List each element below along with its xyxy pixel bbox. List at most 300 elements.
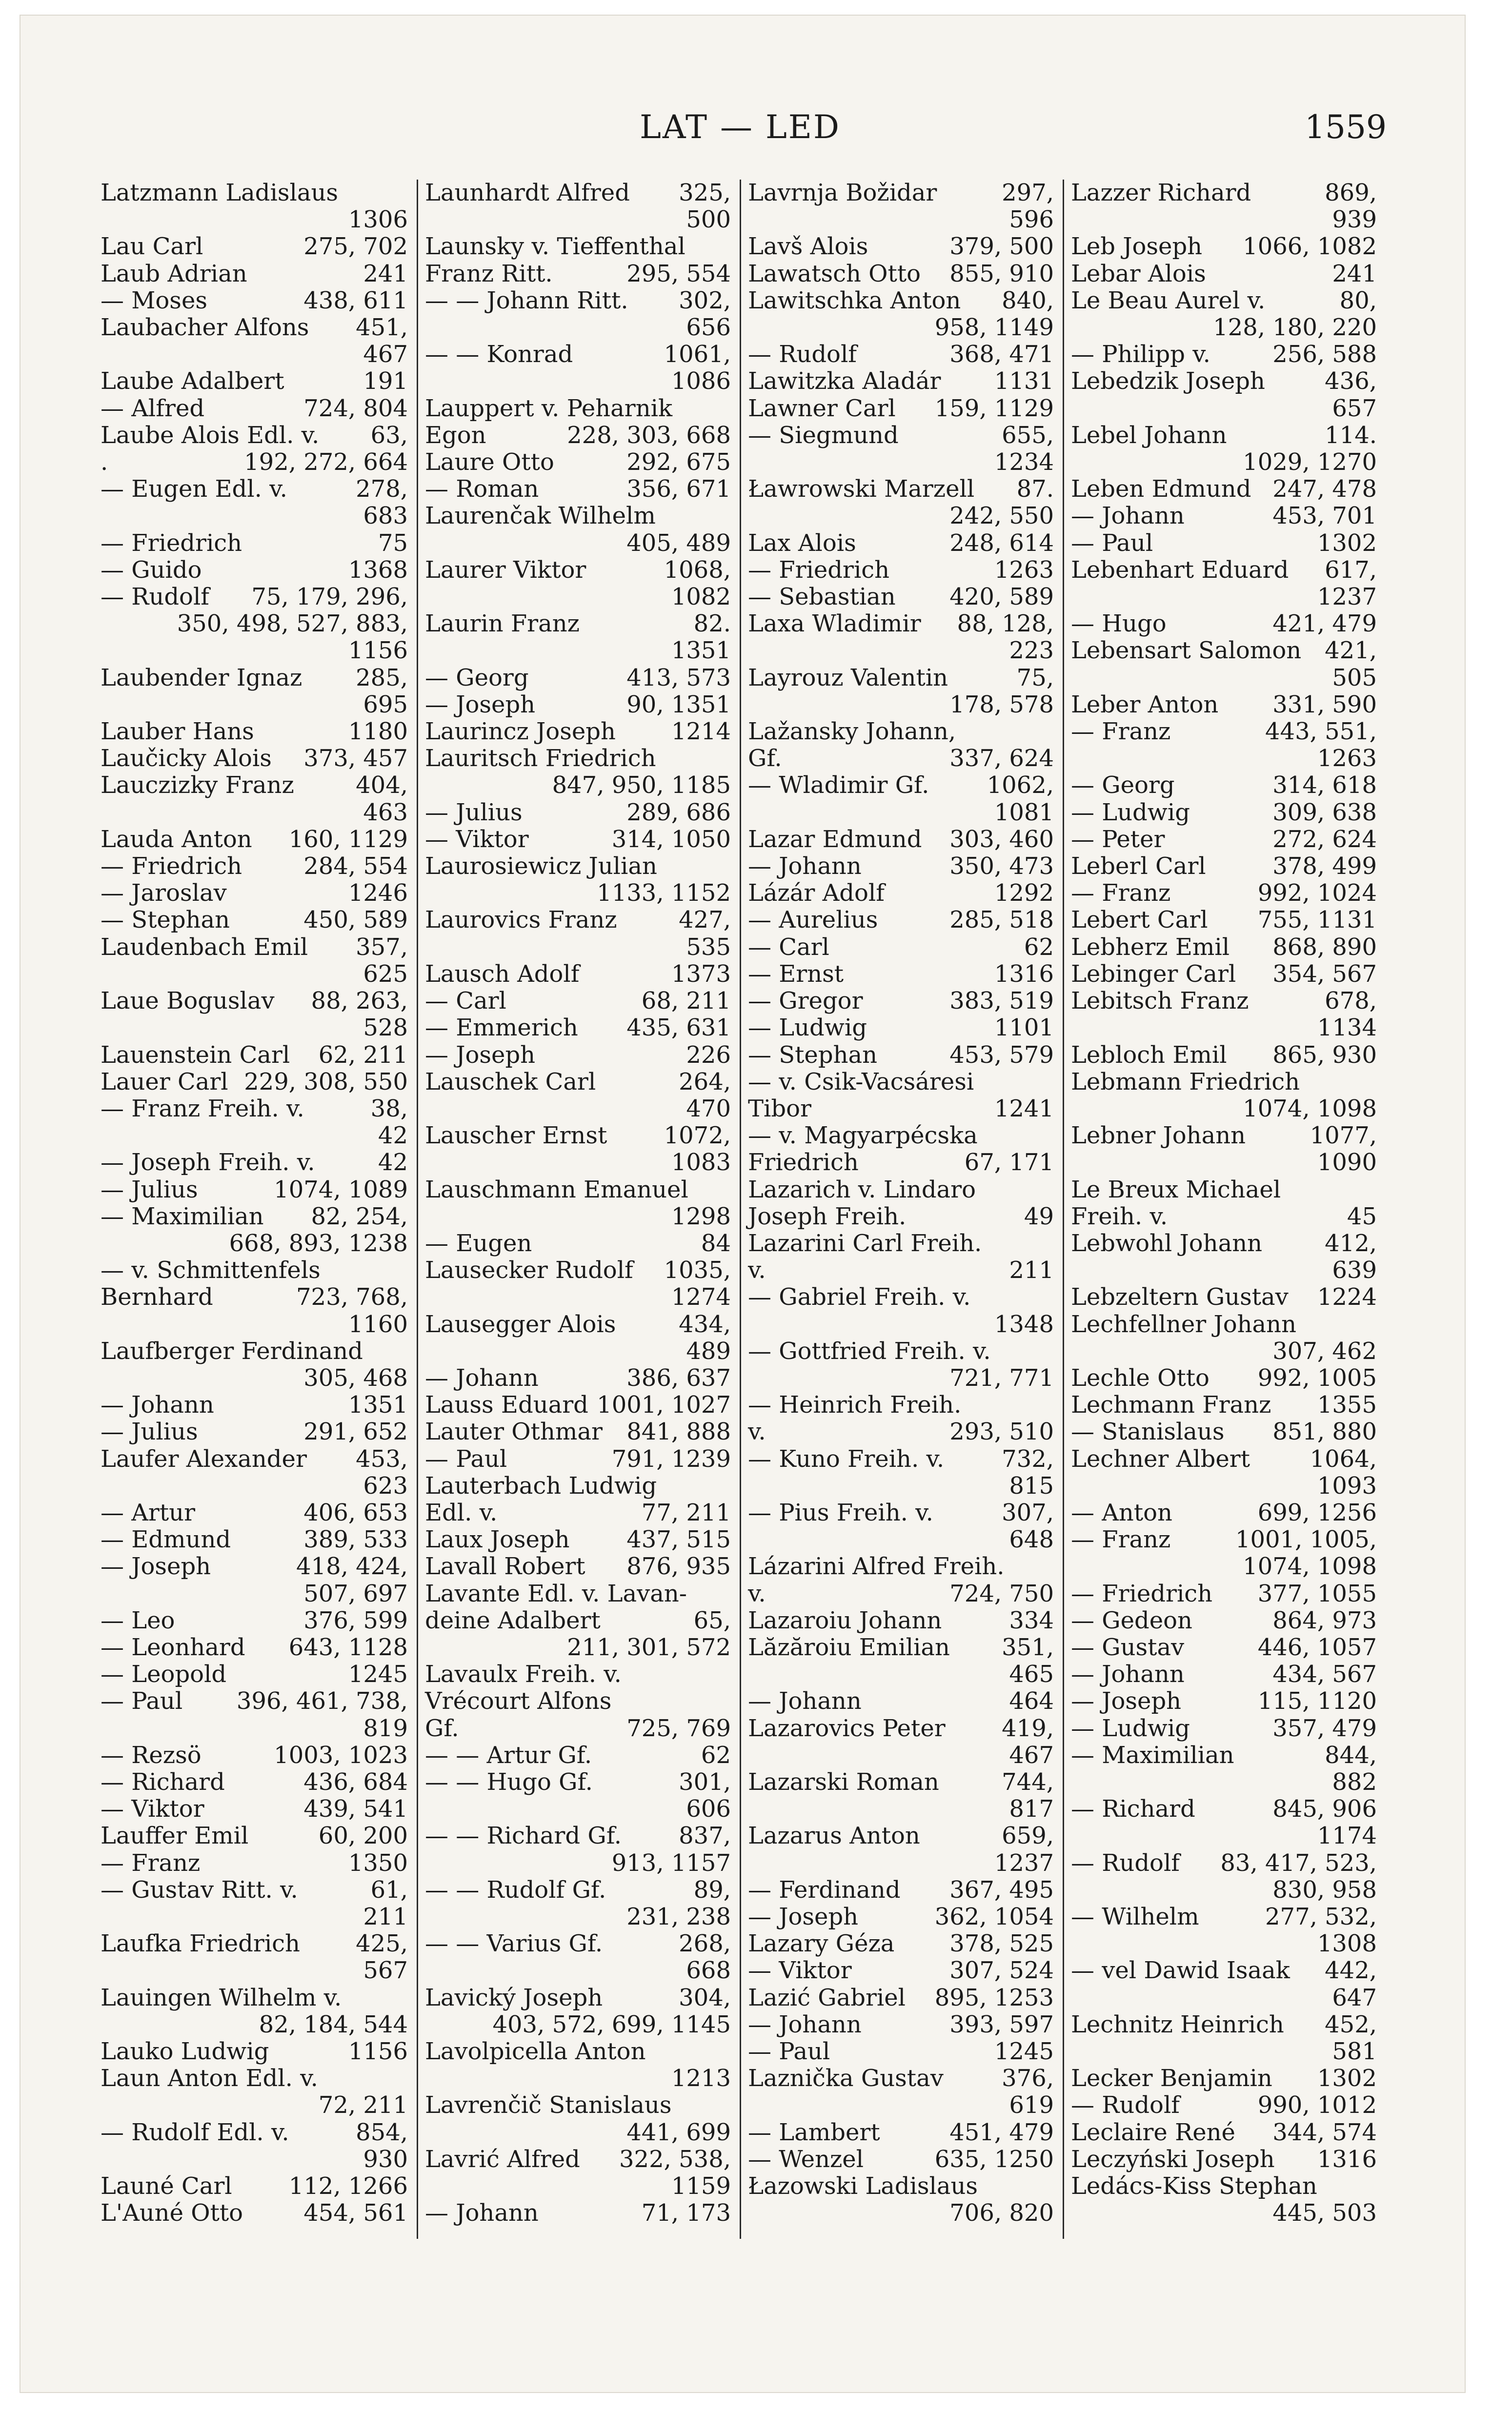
index-entry bbox=[748, 1122, 1054, 1149]
entry-page-refs: 855, 910 bbox=[949, 260, 1054, 287]
index-entry bbox=[748, 880, 1054, 907]
index-entry bbox=[1071, 1069, 1377, 1122]
entry-name: Lausch Adolf bbox=[425, 960, 580, 988]
entry-name: Lauss Eduard bbox=[425, 1391, 588, 1419]
entry-name: — Alfred bbox=[101, 394, 205, 422]
entry-page-refs: 464 bbox=[1009, 1687, 1054, 1715]
index-entry bbox=[425, 341, 731, 395]
entry-name: — Georg bbox=[1071, 771, 1175, 799]
entry-page-refs: 309, 638 bbox=[1272, 798, 1377, 826]
entry-page-refs: 635, 1250 bbox=[934, 2145, 1054, 2173]
entry-page-refs: 851, 880 bbox=[1272, 1418, 1377, 1446]
entry-page-refs: 88, 128, bbox=[957, 610, 1054, 638]
entry-page-refs: 436, 684 bbox=[303, 1768, 408, 1796]
index-entry bbox=[748, 1688, 1054, 1715]
entry-name: Laučicky Alois bbox=[101, 745, 272, 772]
index-entry bbox=[1071, 287, 1377, 341]
entry-page-refs: 88, 263, bbox=[311, 987, 408, 1015]
index-entry bbox=[1071, 503, 1377, 529]
entry-name: Łazowski Ladislaus bbox=[748, 2172, 978, 2200]
entry-page-refs-continued: 1086 bbox=[671, 367, 731, 395]
index-entry bbox=[748, 961, 1054, 988]
index-entry bbox=[748, 1607, 1054, 1634]
column-1 bbox=[94, 180, 417, 2239]
entry-page-refs: 413, 573 bbox=[626, 664, 731, 691]
entry-page-refs: 379, 500 bbox=[949, 233, 1054, 261]
index-entry bbox=[101, 1553, 408, 1607]
index-entry bbox=[425, 2146, 731, 2200]
entry-page-refs-continued: 596 bbox=[1009, 206, 1054, 234]
entry-name: — Pius Freih. v. bbox=[748, 1499, 933, 1526]
entry-name: — Leo bbox=[101, 1606, 175, 1634]
entry-name: Lázarini Alfred Freih. bbox=[748, 1553, 1005, 1581]
entry-page-refs: 49 bbox=[1024, 1202, 1054, 1230]
entry-page-refs: 406, 653 bbox=[303, 1499, 408, 1526]
index-entry bbox=[748, 1284, 1054, 1338]
entry-page-refs: 229, 308, 550 bbox=[244, 1068, 408, 1095]
entry-page-refs: 1316 bbox=[1317, 2145, 1377, 2173]
index-entry bbox=[1071, 368, 1377, 422]
entry-page-refs-continued: 528 bbox=[363, 1014, 408, 1042]
entry-page-refs: 63, bbox=[370, 421, 408, 449]
index-entry bbox=[748, 476, 1054, 529]
entry-page-refs: 1003, 1023 bbox=[274, 1741, 408, 1769]
entry-name: — Friedrich bbox=[101, 529, 242, 557]
index-entry bbox=[101, 1850, 408, 1877]
index-entry bbox=[425, 2092, 731, 2146]
entry-name: Lauschek Carl bbox=[425, 1068, 596, 1095]
index-entry bbox=[101, 1661, 408, 1688]
entry-name: — Jaroslav bbox=[101, 879, 227, 907]
entry-page-refs: 992, 1005 bbox=[1257, 1364, 1377, 1392]
index-entry bbox=[748, 934, 1054, 961]
entry-page-refs: 192, 272, 664 bbox=[244, 448, 408, 476]
index-entry bbox=[101, 1688, 408, 1742]
entry-page-refs: 724, 804 bbox=[303, 394, 408, 422]
entry-name: — Wilhelm bbox=[1071, 1903, 1199, 1930]
entry-name: — Richard bbox=[101, 1768, 225, 1796]
index-entry bbox=[1071, 1392, 1377, 1419]
entry-page-refs: 1224 bbox=[1317, 1283, 1377, 1311]
entry-name: — Ernst bbox=[748, 960, 844, 988]
index-entry bbox=[425, 287, 731, 341]
index-entry bbox=[1071, 2011, 1377, 2065]
entry-page-refs-continued: 683 bbox=[363, 502, 408, 530]
index-entry bbox=[748, 261, 1054, 287]
entry-page-refs: 1302 bbox=[1317, 2065, 1377, 2092]
entry-name: Lauber Hans bbox=[101, 718, 254, 746]
entry-page-refs: 275, 702 bbox=[303, 233, 408, 261]
entry-name: — Paul bbox=[1071, 529, 1153, 557]
entry-name: — Aurelius bbox=[748, 906, 878, 934]
entry-page-refs: 1180 bbox=[348, 718, 408, 746]
index-entry bbox=[748, 1957, 1054, 1984]
index-entry bbox=[1071, 422, 1377, 476]
entry-page-refs: 1245 bbox=[348, 1661, 408, 1688]
entry-page-refs: 451, 479 bbox=[949, 2118, 1054, 2146]
entry-page-refs: 61, bbox=[370, 1876, 408, 1904]
entry-name: Lavický Joseph bbox=[425, 1984, 603, 2011]
entry-name: — Maximilian bbox=[1071, 1741, 1234, 1769]
entry-name: Laurer Viktor bbox=[425, 556, 586, 584]
index-entry bbox=[748, 1930, 1054, 1957]
entry-page-refs: 791, 1239 bbox=[611, 1445, 731, 1473]
entry-page-refs-continued: 1306 bbox=[348, 206, 408, 234]
entry-name: Vrécourt Alfons bbox=[425, 1687, 612, 1715]
entry-name: Lavrnja Božidar bbox=[748, 179, 937, 206]
entry-page-refs: 1066, 1082 bbox=[1243, 233, 1377, 261]
entry-page-refs-continued: 939 bbox=[1332, 206, 1377, 234]
entry-page-refs: 617, bbox=[1325, 556, 1377, 584]
entry-name: Latzmann Ladislaus bbox=[101, 179, 339, 206]
index-entry bbox=[1071, 1284, 1377, 1311]
index-entry bbox=[425, 1177, 731, 1230]
entry-page-refs: 732, bbox=[1002, 1445, 1054, 1473]
index-entry bbox=[1071, 691, 1377, 718]
entry-name: — Johann bbox=[748, 2010, 862, 2038]
entry-page-refs-continued: 581 bbox=[1332, 2038, 1377, 2066]
index-entry bbox=[425, 1392, 731, 1419]
index-entry bbox=[1071, 610, 1377, 637]
index-entry bbox=[425, 1446, 731, 1473]
entry-name: Laun Anton Edl. v. bbox=[101, 2065, 318, 2092]
entry-page-refs: 264, bbox=[679, 1068, 731, 1095]
entry-name: Ledács-Kiss Stephan bbox=[1071, 2172, 1317, 2200]
index-entry bbox=[101, 1203, 408, 1257]
entry-page-refs-continued: 1133, 1152 bbox=[597, 879, 731, 907]
entry-page-refs: 62 bbox=[701, 1741, 731, 1769]
index-entry bbox=[101, 530, 408, 557]
entry-name: Lazzer Richard bbox=[1071, 179, 1251, 206]
entry-page-refs: 725, 769 bbox=[626, 1714, 731, 1742]
index-entry bbox=[425, 691, 731, 718]
entry-page-refs: 301, bbox=[679, 1768, 731, 1796]
entry-page-refs: 723, 768, bbox=[296, 1283, 408, 1311]
entry-name: — v. Schmittenfels bbox=[101, 1257, 321, 1284]
entry-page-refs-continued: 1274 bbox=[671, 1283, 731, 1311]
entry-name: — Julius bbox=[425, 798, 523, 826]
index-entry bbox=[748, 2146, 1054, 2173]
index-entry bbox=[748, 1877, 1054, 1904]
entry-name: Lebedzik Joseph bbox=[1071, 367, 1265, 395]
entry-page-refs: 1061, bbox=[664, 341, 731, 368]
index-entry bbox=[748, 2065, 1054, 2119]
index-entry bbox=[101, 772, 408, 826]
entry-name: — Eugen Edl. v. bbox=[101, 475, 287, 503]
entry-name: Lazar Edmund bbox=[748, 825, 922, 853]
index-entry bbox=[101, 826, 408, 853]
index-entry bbox=[425, 1985, 731, 2038]
entry-name: — Franz bbox=[1071, 879, 1171, 907]
entry-page-refs-continued: 815 bbox=[1009, 1472, 1054, 1500]
index-entry bbox=[101, 557, 408, 584]
entry-page-refs-continued: 657 bbox=[1332, 394, 1377, 422]
entry-page-refs: 304, bbox=[679, 1984, 731, 2011]
directory-page bbox=[20, 15, 1466, 2393]
entry-page-refs: 744, bbox=[1002, 1768, 1054, 1796]
entry-page-refs: 291, 652 bbox=[303, 1418, 408, 1446]
index-entry bbox=[101, 287, 408, 314]
entry-page-refs: 115, 1120 bbox=[1257, 1687, 1377, 1715]
entry-name: — Viktor bbox=[748, 1957, 852, 1985]
entry-name: — Joseph bbox=[1071, 1687, 1182, 1715]
entry-page-refs-continued: 507, 697 bbox=[303, 1580, 408, 1607]
index-entry bbox=[748, 826, 1054, 853]
index-entry bbox=[101, 449, 408, 476]
index-entry bbox=[101, 1284, 408, 1338]
entry-name: Laub Adrian bbox=[101, 260, 247, 287]
entry-name: Lauingen Wilhelm v. bbox=[101, 1984, 342, 2011]
index-entry bbox=[425, 745, 731, 799]
index-entry bbox=[425, 1581, 731, 1607]
entry-page-refs: 442, bbox=[1325, 1957, 1377, 1985]
index-entry bbox=[748, 1500, 1054, 1553]
entry-page-refs: 450, 589 bbox=[303, 906, 408, 934]
entry-name: — Rezsö bbox=[101, 1741, 202, 1769]
entry-page-refs-continued: 619 bbox=[1009, 2091, 1054, 2119]
index-entry bbox=[1071, 718, 1377, 772]
entry-page-refs: 854, bbox=[356, 2118, 408, 2146]
entry-name: Lázár Adolf bbox=[748, 879, 885, 907]
entry-page-refs: 434, 567 bbox=[1272, 1661, 1377, 1688]
entry-page-refs: 87. bbox=[1016, 475, 1054, 503]
entry-name: Lavrenčič Stanislaus bbox=[425, 2091, 672, 2119]
entry-page-refs-continued: 1029, 1270 bbox=[1243, 448, 1377, 476]
entry-page-refs: 453, 579 bbox=[949, 1041, 1054, 1069]
entry-page-refs: 446, 1057 bbox=[1257, 1633, 1377, 1661]
index-entry bbox=[425, 1607, 731, 1661]
entry-name: Joseph Freih. bbox=[748, 1202, 907, 1230]
index-entry bbox=[425, 557, 731, 610]
index-entry bbox=[1071, 1581, 1377, 1607]
entry-page-refs: 377, 1055 bbox=[1257, 1580, 1377, 1607]
index-entry bbox=[101, 2200, 408, 2227]
entry-name: Lebitsch Franz bbox=[1071, 987, 1249, 1015]
entry-page-refs: 386, 637 bbox=[626, 1364, 731, 1392]
entry-page-refs-continued: 1263 bbox=[1317, 745, 1377, 772]
entry-page-refs: 65, bbox=[693, 1606, 731, 1634]
index-entry bbox=[748, 1634, 1054, 1688]
entry-page-refs: 1068, bbox=[664, 556, 731, 584]
index-entry bbox=[1071, 988, 1377, 1041]
index-entry bbox=[748, 1581, 1054, 1607]
entry-name: — — Artur Gf. bbox=[425, 1741, 592, 1769]
entry-name: Lavall Robert bbox=[425, 1553, 585, 1581]
entry-name: Lechfellner Johann bbox=[1071, 1310, 1296, 1338]
index-entry bbox=[101, 422, 408, 449]
index-entry bbox=[748, 530, 1054, 557]
entry-page-refs: 256, 588 bbox=[1272, 341, 1377, 368]
entry-name: — Gedeon bbox=[1071, 1606, 1192, 1634]
entry-page-refs-continued: 623 bbox=[363, 1472, 408, 1500]
entry-page-refs: 844, bbox=[1325, 1741, 1377, 1769]
index-entry bbox=[748, 1904, 1054, 1930]
entry-page-refs: 1074, 1089 bbox=[274, 1176, 408, 1203]
index-entry bbox=[101, 1446, 408, 1500]
entry-page-refs-continued: 817 bbox=[1009, 1795, 1054, 1823]
entry-name: Laux Joseph bbox=[425, 1526, 570, 1554]
index-entry bbox=[1071, 637, 1377, 691]
entry-page-refs: 389, 533 bbox=[303, 1526, 408, 1554]
entry-page-refs-continued: 467 bbox=[1009, 1741, 1054, 1769]
index-entry bbox=[748, 368, 1054, 395]
entry-name: — Siegmund bbox=[748, 421, 899, 449]
entry-page-refs-continued: 441, 699 bbox=[626, 2118, 731, 2146]
entry-page-refs-continued: 913, 1157 bbox=[611, 1849, 731, 1877]
entry-name: Le Breux Michael bbox=[1071, 1176, 1281, 1203]
index-entry bbox=[748, 233, 1054, 260]
index-entry bbox=[425, 1042, 731, 1069]
index-entry bbox=[101, 1634, 408, 1661]
entry-page-refs: 438, 611 bbox=[303, 286, 408, 314]
entry-page-refs: 80, bbox=[1339, 286, 1377, 314]
index-entry bbox=[748, 1553, 1054, 1580]
entry-name: Lazarini Carl Freih. bbox=[748, 1229, 982, 1257]
index-entry bbox=[101, 1042, 408, 1069]
entry-page-refs: 1373 bbox=[671, 960, 731, 988]
entry-name: Lauritsch Friedrich bbox=[425, 745, 656, 772]
entry-name: Lawner Carl bbox=[748, 394, 896, 422]
entry-name: Lebert Carl bbox=[1071, 906, 1208, 934]
entry-name: Lavolpicella Anton bbox=[425, 2038, 646, 2066]
entry-page-refs: 314, 1050 bbox=[611, 825, 731, 853]
entry-page-refs: 325, bbox=[679, 179, 731, 206]
entry-name: Lau Carl bbox=[101, 233, 203, 261]
index-entry bbox=[1071, 2119, 1377, 2146]
entry-page-refs: 67, 171 bbox=[964, 1149, 1054, 1177]
entry-page-refs: 1302 bbox=[1317, 529, 1377, 557]
entry-page-refs-continued: 1213 bbox=[671, 2065, 731, 2092]
entry-page-refs: 293, 510 bbox=[949, 1418, 1054, 1446]
entry-page-refs-continued: 403, 572, 699, 1145 bbox=[492, 2010, 731, 2038]
entry-name: — Franz Freih. v. bbox=[101, 1095, 304, 1122]
entry-name: Lavaulx Freih. v. bbox=[425, 1661, 622, 1688]
index-entry bbox=[748, 557, 1054, 584]
entry-page-refs-continued: 242, 550 bbox=[949, 502, 1054, 530]
entry-page-refs: 841, 888 bbox=[626, 1418, 731, 1446]
index-entry bbox=[1071, 1796, 1377, 1849]
entry-page-refs: 876, 935 bbox=[626, 1553, 731, 1581]
entry-page-refs: 82, 254, bbox=[311, 1202, 408, 1230]
entry-page-refs: 303, 460 bbox=[949, 825, 1054, 853]
index-entry bbox=[748, 745, 1054, 772]
entry-name: Lausecker Rudolf bbox=[425, 1257, 633, 1284]
entry-name: — Johann bbox=[748, 852, 862, 880]
index-entry bbox=[748, 584, 1054, 610]
entry-name: Lebinger Carl bbox=[1071, 960, 1236, 988]
entry-name: v. bbox=[748, 1257, 766, 1284]
index-entry bbox=[101, 1526, 408, 1553]
entry-name: Egon bbox=[425, 421, 486, 449]
entry-page-refs-continued: 350, 498, 527, 883, bbox=[177, 610, 408, 638]
index-entry bbox=[101, 1095, 408, 1149]
entry-name: Launhardt Alfred bbox=[425, 179, 630, 206]
entry-page-refs-continued: 82, 184, 544 bbox=[259, 2010, 408, 2038]
index-entry bbox=[425, 395, 731, 422]
entry-name: — Gustav Ritt. v. bbox=[101, 1876, 298, 1904]
entry-page-refs: 1062, bbox=[987, 771, 1054, 799]
index-entry bbox=[425, 1257, 731, 1311]
index-entry bbox=[101, 880, 408, 907]
entry-page-refs-continued: 500 bbox=[686, 206, 731, 234]
entry-page-refs: 350, 473 bbox=[949, 852, 1054, 880]
entry-name: Leb Joseph bbox=[1071, 233, 1203, 261]
entry-name: — Lambert bbox=[748, 2118, 880, 2146]
entry-page-refs: 404, bbox=[356, 771, 408, 799]
entry-page-refs: 1072, bbox=[664, 1122, 731, 1150]
entry-page-refs: 421, 479 bbox=[1272, 610, 1377, 638]
entry-page-refs: 1001, 1005, bbox=[1235, 1526, 1377, 1554]
index-entry bbox=[425, 449, 731, 476]
entry-page-refs-continued: 847, 950, 1185 bbox=[552, 771, 731, 799]
entry-page-refs: 1001, 1027 bbox=[597, 1391, 731, 1419]
entry-page-refs-continued: 567 bbox=[363, 1957, 408, 1985]
entry-page-refs: 292, 675 bbox=[626, 448, 731, 476]
entry-name: Lechle Otto bbox=[1071, 1364, 1210, 1392]
entry-page-refs: 268, bbox=[679, 1930, 731, 1958]
index-entry bbox=[1071, 341, 1377, 368]
index-entry bbox=[1071, 1203, 1377, 1230]
index-entry bbox=[101, 1419, 408, 1445]
entry-name: Lebwohl Johann bbox=[1071, 1229, 1263, 1257]
entry-name: — Artur bbox=[101, 1499, 196, 1526]
entry-name: Lazarus Anton bbox=[748, 1822, 920, 1850]
entry-page-refs-continued: 1237 bbox=[1317, 583, 1377, 611]
index-entry bbox=[1071, 2065, 1377, 2092]
entry-name: — Kuno Freih. v. bbox=[748, 1445, 945, 1473]
entry-page-refs: 1246 bbox=[348, 879, 408, 907]
index-entry bbox=[1071, 1446, 1377, 1500]
index-entry bbox=[101, 718, 408, 745]
entry-name: — Johann bbox=[748, 1687, 862, 1715]
index-entry bbox=[425, 1230, 731, 1257]
index-entry bbox=[425, 1553, 731, 1580]
entry-page-refs-continued: 445, 503 bbox=[1272, 2199, 1377, 2227]
entry-name: — Gabriel Freih. v. bbox=[748, 1283, 971, 1311]
entry-name: v. bbox=[748, 1580, 766, 1607]
index-entry bbox=[425, 422, 731, 449]
entry-name: Lebner Johann bbox=[1071, 1122, 1246, 1150]
entry-name: — Julius bbox=[101, 1418, 198, 1446]
index-entry bbox=[1071, 261, 1377, 287]
entry-name: — Leonhard bbox=[101, 1633, 245, 1661]
index-entry bbox=[425, 907, 731, 960]
entry-name: deine Adalbert bbox=[425, 1606, 601, 1634]
entry-name: Lauppert v. Peharnik bbox=[425, 394, 673, 422]
entry-page-refs-continued: 958, 1149 bbox=[934, 314, 1054, 342]
entry-name: Lazić Gabriel bbox=[748, 1984, 906, 2011]
entry-page-refs: 655, bbox=[1002, 421, 1054, 449]
entry-page-refs: 434, bbox=[679, 1310, 731, 1338]
entry-page-refs: 724, 750 bbox=[949, 1580, 1054, 1607]
index-entry bbox=[101, 1392, 408, 1419]
entry-name: Lebar Alois bbox=[1071, 260, 1206, 287]
entry-page-refs: 1241 bbox=[994, 1095, 1054, 1122]
entry-name: . bbox=[101, 448, 108, 476]
entry-name: Lavante Edl. v. Lavan- bbox=[425, 1580, 687, 1607]
entry-page-refs: 868, 890 bbox=[1272, 933, 1377, 961]
entry-page-refs-continued: 1160 bbox=[348, 1310, 408, 1338]
entry-name: — Franz bbox=[1071, 718, 1171, 746]
entry-page-refs: 226 bbox=[686, 1041, 731, 1069]
entry-page-refs: 376, 599 bbox=[303, 1606, 408, 1634]
entry-page-refs: 307, bbox=[1002, 1499, 1054, 1526]
entry-page-refs-continued: 1074, 1098 bbox=[1243, 1095, 1377, 1122]
entry-page-refs: 307, 524 bbox=[949, 1957, 1054, 1985]
index-entry bbox=[1071, 1688, 1377, 1715]
index-entry bbox=[425, 2200, 731, 2227]
entry-name: — Stephan bbox=[101, 906, 230, 934]
